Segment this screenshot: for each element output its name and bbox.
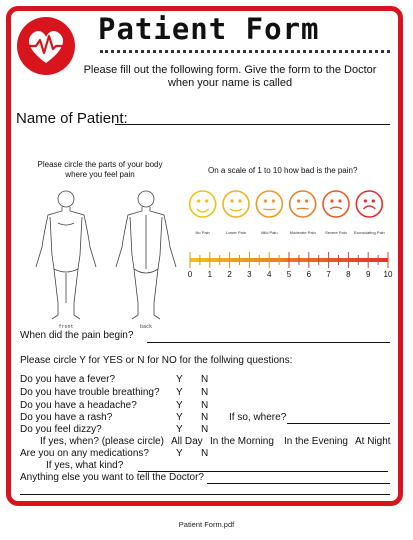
medications-yes[interactable]: Y xyxy=(176,448,183,459)
ruler-number[interactable]: 2 xyxy=(227,270,232,279)
when-prefix: If yes, when? (please circle) xyxy=(40,436,164,447)
front-body-figure xyxy=(36,191,96,319)
anything-else-field-2[interactable] xyxy=(20,494,390,495)
instructions: Please fill out the following form. Give the form to the Doctor when your name is called xyxy=(83,64,377,89)
pain-face-label: No Pain xyxy=(195,230,210,235)
pain-face-2[interactable] xyxy=(256,191,282,235)
dizzy-yes[interactable]: Y xyxy=(176,424,183,435)
pain-begin-field[interactable] xyxy=(147,342,390,343)
question-rash: Do you have a rash? xyxy=(20,412,113,423)
when-option-morning[interactable]: In the Morning xyxy=(210,436,274,447)
question-dizzy: Do you feel dizzy? xyxy=(20,424,102,435)
when-option-night[interactable]: At Night xyxy=(355,436,391,447)
body-diagram[interactable] xyxy=(18,185,193,330)
medications-no[interactable]: N xyxy=(201,448,209,459)
pain-face-4[interactable] xyxy=(323,191,349,235)
ruler-number[interactable]: 4 xyxy=(266,270,272,279)
pain-face-label: Severe Pain xyxy=(325,230,347,235)
name-field[interactable] xyxy=(115,124,390,125)
pain-face-1[interactable] xyxy=(223,191,249,235)
ruler-number[interactable]: 3 xyxy=(247,270,252,279)
pain-face-label: Lower Pain xyxy=(225,230,247,235)
question-fever: Do you have a fever? xyxy=(20,374,116,385)
ruler-number[interactable]: 6 xyxy=(306,270,312,279)
ruler-number[interactable]: 10 xyxy=(383,270,393,279)
question-medications: Are you on any medications? xyxy=(20,448,149,459)
question-breathing: Do you have trouble breathing? xyxy=(20,387,160,398)
ruler-number[interactable]: 0 xyxy=(187,270,193,279)
footer-filename: Patient Form.pdf xyxy=(178,520,235,529)
fever-no[interactable]: N xyxy=(201,374,209,385)
what-kind-label: If yes, what kind? xyxy=(46,460,124,471)
question-headache: Do you have a headache? xyxy=(20,400,137,411)
pain-face-0[interactable] xyxy=(190,191,216,235)
pain-faces[interactable] xyxy=(186,186,386,256)
pain-face-3[interactable] xyxy=(290,191,316,235)
when-option-all-day[interactable]: All Day xyxy=(171,436,203,447)
headache-no[interactable]: N xyxy=(201,400,209,411)
circle-instructions: Please circle Y for YES or N for NO for the follwing questions: xyxy=(20,355,293,366)
dizzy-no[interactable]: N xyxy=(201,424,209,435)
fever-yes[interactable]: Y xyxy=(176,374,183,385)
back-label: back xyxy=(139,324,153,330)
rash-no[interactable]: N xyxy=(201,412,209,423)
pain-face-label: Excruciating Pain xyxy=(353,230,385,235)
pain-face-label: Moderate Pain xyxy=(289,230,316,235)
rash-where-label: If so, where? xyxy=(229,412,287,423)
ruler-number[interactable]: 8 xyxy=(346,270,351,279)
title-underline xyxy=(100,50,390,53)
pain-begin-label: When did the pain begin? xyxy=(20,330,134,341)
question-anything-else: Anything else you want to tell the Doctor? xyxy=(20,472,204,483)
pain-face-label: Mild Pain xyxy=(261,230,278,235)
front-label: front xyxy=(58,324,74,330)
heart-pulse-icon xyxy=(16,16,76,76)
rash-yes[interactable]: Y xyxy=(176,412,183,423)
scale-caption: On a scale of 1 to 10 how bad is the pain? xyxy=(208,166,358,175)
page-title: Patient Form xyxy=(98,12,320,46)
ruler-number[interactable]: 5 xyxy=(286,270,292,279)
name-label: Name of Patient: xyxy=(16,110,128,127)
pain-face-5[interactable] xyxy=(354,191,385,235)
ruler-number[interactable]: 1 xyxy=(207,270,213,279)
rash-where-field[interactable] xyxy=(287,423,390,424)
body-caption: Please circle the parts of your body where you feel pain xyxy=(37,160,163,179)
back-body-figure xyxy=(116,191,176,319)
breathing-yes[interactable]: Y xyxy=(176,387,183,398)
when-option-evening[interactable]: In the Evening xyxy=(284,436,348,447)
anything-else-field[interactable] xyxy=(207,483,390,484)
breathing-no[interactable]: N xyxy=(201,387,209,398)
pain-scale-ruler[interactable] xyxy=(184,248,394,280)
headache-yes[interactable]: Y xyxy=(176,400,183,411)
ruler-number[interactable]: 9 xyxy=(365,270,371,279)
ruler-number[interactable]: 7 xyxy=(326,270,331,279)
